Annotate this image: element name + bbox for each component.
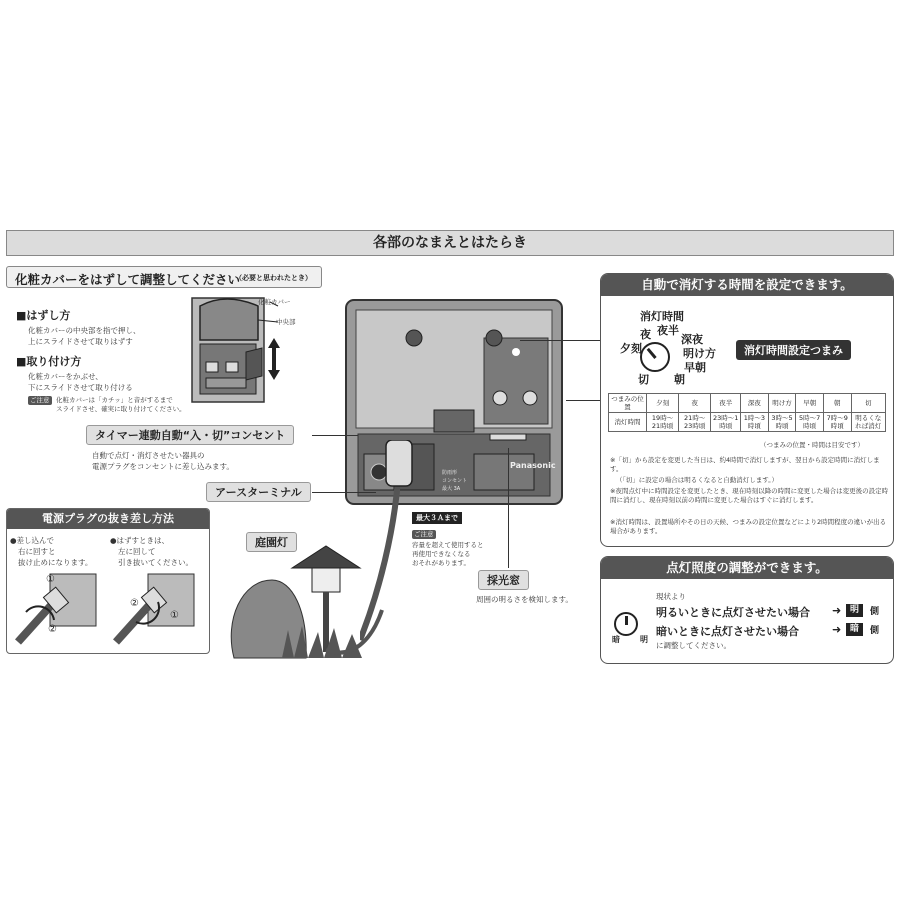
timer-note-1: ※「切」から設定を変更した当日は、約4時間で消灯しますが、翌日から設定時間に消灯します。	[610, 456, 880, 473]
device-brand: Panasonic	[510, 461, 556, 470]
table-cell: 5時〜7時頃	[796, 413, 824, 432]
table-cell: 21時〜23時頃	[679, 413, 711, 432]
dial-label-late-night: 深夜	[681, 333, 703, 346]
plug-remove-2: 左に回して	[118, 547, 156, 556]
timer-table-row-positions	[609, 394, 886, 413]
remove-text-1: 化粧カバーの中央部を指で押し、	[28, 326, 141, 335]
table-cell: 7時〜9時頃	[823, 413, 851, 432]
timer-table-note: （つまみの位置・時間は目安です）	[760, 441, 864, 449]
attach-text-2: 下にスライドさせて取り付ける	[28, 383, 133, 392]
timer-table-row-times	[609, 413, 886, 432]
table-cell: 深夜	[741, 394, 769, 413]
sensor-window-label: 採光窓	[478, 570, 529, 590]
cover-caution-text-2: スライドさせ、確実に取り付けてください。	[56, 405, 186, 413]
garden-light-label: 庭園灯	[246, 532, 297, 552]
garden-light-illustration	[222, 540, 422, 662]
brightness-tail: に調整してください。	[656, 641, 731, 650]
cover-caution-badge: ご注意	[30, 396, 50, 404]
cover-section-heading: 化粧カバーをはずして調整してください	[15, 272, 241, 287]
brightness-tag-bright: 明	[846, 604, 863, 617]
table-cell: 明け方	[768, 394, 796, 413]
label-cover: 化粧カバー	[258, 298, 291, 306]
cover-caution-text-1: 化粧カバーは「カチッ」と音がするまで	[56, 396, 173, 404]
timer-note-2: （「切」に設定の場合は明るくなると自動消灯します。）	[616, 476, 778, 484]
timer-leader-line	[566, 400, 600, 401]
table-cell: 23時〜1時頃	[711, 413, 741, 432]
brightness-leader-line	[520, 340, 600, 341]
dial-pointer	[647, 348, 657, 359]
plug-insert-1: ●差し込んで	[10, 536, 55, 545]
timer-dial[interactable]	[640, 342, 670, 372]
earth-leader-line	[312, 492, 376, 493]
arrow-right-icon: ➜	[832, 623, 842, 636]
plug-remove-illustration	[112, 572, 198, 646]
device-caution-2: 再使用できなくなる	[412, 550, 471, 558]
timer-note-4: ※消灯時間は、設置場所やその日の天候、つまみの設定位置などにより2時間程度の違いが出る場合があります。	[610, 518, 887, 535]
table-cell: 切	[851, 394, 885, 413]
dial-label-off-time: 消灯時間	[640, 310, 684, 323]
outlet-leader-line	[312, 435, 358, 436]
table-cell: 朝	[823, 394, 851, 413]
outlet-desc-2: 電源プラグをコンセントに差し込みます。	[92, 462, 234, 471]
table-cell: 早朝	[796, 394, 824, 413]
remove-step-2: ②	[130, 598, 139, 609]
brightness-suffix-1: 側	[870, 607, 880, 617]
device-inner-text-2: コンセント	[442, 478, 468, 484]
plug-insert-2: 右に回すと	[18, 547, 56, 556]
plug-remove-3: 引き抜いてください。	[118, 558, 193, 567]
dial-label-dawn: 明け方	[683, 347, 716, 360]
label-center: 中央部	[276, 318, 296, 326]
table-cell: 夜	[679, 394, 711, 413]
insert-step-1: ①	[46, 574, 55, 585]
timer-panel-heading: 自動で消灯する時間を設定できます。	[601, 274, 893, 296]
plug-remove-1: ●はずすときは、	[110, 536, 170, 545]
table-header-position: つまみの位置	[609, 394, 647, 413]
arrow-right-icon: ➜	[832, 604, 842, 617]
cover-illustration	[186, 292, 316, 412]
dial-label-night: 夜	[640, 328, 651, 341]
table-cell: 19時〜21時頃	[647, 413, 679, 432]
earth-terminal-label: アースターミナル	[206, 482, 311, 502]
table-cell: 夕刻	[647, 394, 679, 413]
table-cell: 3時〜5時頃	[768, 413, 796, 432]
brightness-suffix-2: 側	[870, 626, 880, 636]
brightness-dial-dark: 暗	[612, 635, 620, 644]
insert-step-2: ②	[48, 624, 57, 635]
max-current-label: 最大３Ａまで	[412, 512, 462, 524]
brightness-dial-bright: 明	[640, 635, 648, 644]
table-header-time: 消灯時間	[609, 413, 647, 432]
table-cell: 明るくなれば消灯	[851, 413, 885, 432]
plug-insert-illustration	[14, 572, 100, 646]
plug-section-heading: 電源プラグの抜き差し方法	[7, 509, 209, 529]
dial-label-evening: 夕刻	[620, 342, 642, 355]
table-cell: 1時〜3時頃	[741, 413, 769, 432]
device-inner-text-1: 防雨形	[442, 470, 458, 476]
brightness-tag-dark: 暗	[846, 623, 863, 636]
sensor-window-desc: 周囲の明るさを検知します。	[476, 595, 573, 604]
page-title: 各部のなまえとはたらき	[6, 230, 894, 256]
brightness-current: 現状より	[656, 592, 686, 601]
outlet-desc-1: 自動で点灯・消灯させたい器具の	[92, 451, 205, 460]
brightness-line-2: 暗いときに点灯させたい場合	[656, 625, 799, 638]
plug-insert-3: 抜け止めになります。	[18, 558, 93, 567]
device-caution-1: 容量を超えて使用すると	[412, 541, 484, 549]
dial-label-off: 切	[638, 373, 649, 386]
device-caution-badge: ご注意	[414, 530, 434, 538]
brightness-dial-pointer	[625, 616, 628, 625]
brightness-dial[interactable]	[614, 612, 638, 636]
table-cell: 夜半	[711, 394, 741, 413]
timer-note-3: ※夜間点灯中に時間設定を変更したとき、現在時刻以降の時間に変更した場合は変更後の設定時間に消灯し、現在時刻以前の時間に変更した場合はすぐに消灯します。	[610, 487, 889, 504]
remove-title: ■はずし方	[16, 309, 71, 322]
dial-label-midnight: 夜半	[657, 324, 679, 337]
cover-section-note: （必要と思われたとき）	[235, 274, 312, 282]
dial-label-early-morning: 早朝	[684, 361, 706, 374]
device-caution-3: おそれがあります。	[412, 559, 470, 567]
timer-table	[608, 393, 886, 432]
cover-section-header	[6, 266, 322, 288]
attach-text-1: 化粧カバーをかぶせ、	[28, 372, 103, 381]
dial-label-morning: 朝	[674, 373, 685, 386]
brightness-panel-heading: 点灯照度の調整ができます。	[601, 557, 893, 579]
timer-knob-label: 消灯時間設定つまみ	[736, 340, 851, 360]
remove-step-1: ①	[170, 610, 179, 621]
brightness-line-1: 明るいときに点灯させたい場合	[656, 606, 810, 619]
outlet-label: タイマー連動自動“入・切”コンセント	[86, 425, 294, 445]
sensor-leader-line	[508, 448, 509, 568]
attach-title: ■取り付け方	[16, 355, 82, 368]
remove-text-2: 上にスライドさせて取りはずす	[28, 337, 133, 346]
device-inner-text-3: 最大 3A	[442, 486, 461, 492]
